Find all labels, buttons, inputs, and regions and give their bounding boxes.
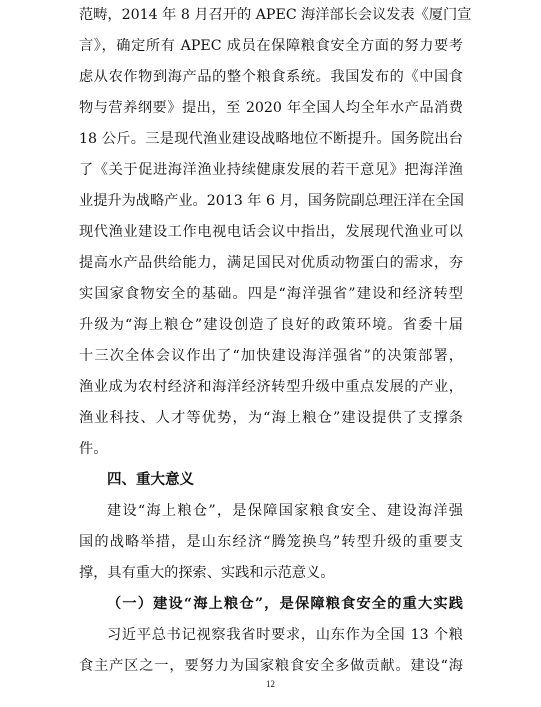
- body-text-line: 件。: [79, 441, 108, 457]
- body-text-line: 虑从农作物到海产品的整个粮食系统。我国发布的《中国食: [79, 69, 463, 85]
- body-text-line: 食主产区之一，要努力为国家粮食安全多做贡献。建设“海: [79, 658, 463, 674]
- body-text-line: 现代渔业建设工作电视电话会议中指出，发展现代渔业可以: [79, 224, 463, 240]
- body-text-line: 实国家食物安全的基础。四是“海洋强省”建设和经济转型: [79, 286, 463, 302]
- body-text-line: 撑，具有重大的探索、实践和示范意义。: [79, 565, 335, 581]
- body-text-line: 业提升为战略产业。2013 年 6 月，国务院副总理汪洋在全国: [79, 193, 464, 209]
- body-text-line: 升级为“海上粮仓”建设创造了良好的政策环境。省委十届: [79, 317, 463, 333]
- page-number: 12: [266, 679, 275, 689]
- body-text-line: 建设“海上粮仓”，是保障国家粮食安全、建设海洋强: [107, 503, 463, 519]
- body-text-line: 十三次全体会议作出了“加快建设海洋强省”的决策部署，: [79, 348, 463, 364]
- body-text-line: 渔业成为农村经济和海洋经济转型升级中重点发展的产业，: [79, 379, 463, 395]
- body-text-line: 物与营养纲要》提出，至 2020 年全国人均全年水产品消费: [79, 100, 463, 116]
- body-text-line: 言》，确定所有 APEC 成员在保障粮食安全方面的努力要考: [79, 38, 463, 54]
- body-text-line: 习近平总书记视察我省时要求，山东作为全国 13 个粮: [107, 627, 463, 643]
- body-text-line: 了《关于促进海洋渔业持续健康发展的若干意见》把海洋渔: [79, 162, 463, 178]
- body-text-line: 范畴，2014 年 8 月召开的 APEC 海洋部长会议发表《厦门宣: [79, 7, 472, 23]
- section-heading: 四、重大意义: [107, 472, 194, 488]
- body-text-line: 提高水产品供给能力，满足国民对优质动物蛋白的需求，夯: [79, 255, 463, 271]
- body-text-line: 国的战略举措，是山东经济“腾笼换鸟”转型升级的重要支: [79, 534, 463, 550]
- subsection-heading: （一）建设“海上粮仓”，是保障粮食安全的重大实践: [107, 596, 463, 612]
- body-text-line: 渔业科技、人才等优势，为“海上粮仓”建设提供了支撑条: [79, 410, 463, 426]
- body-text-line: 18 公斤。三是现代渔业建设战略地位不断提升。国务院出台: [79, 131, 463, 147]
